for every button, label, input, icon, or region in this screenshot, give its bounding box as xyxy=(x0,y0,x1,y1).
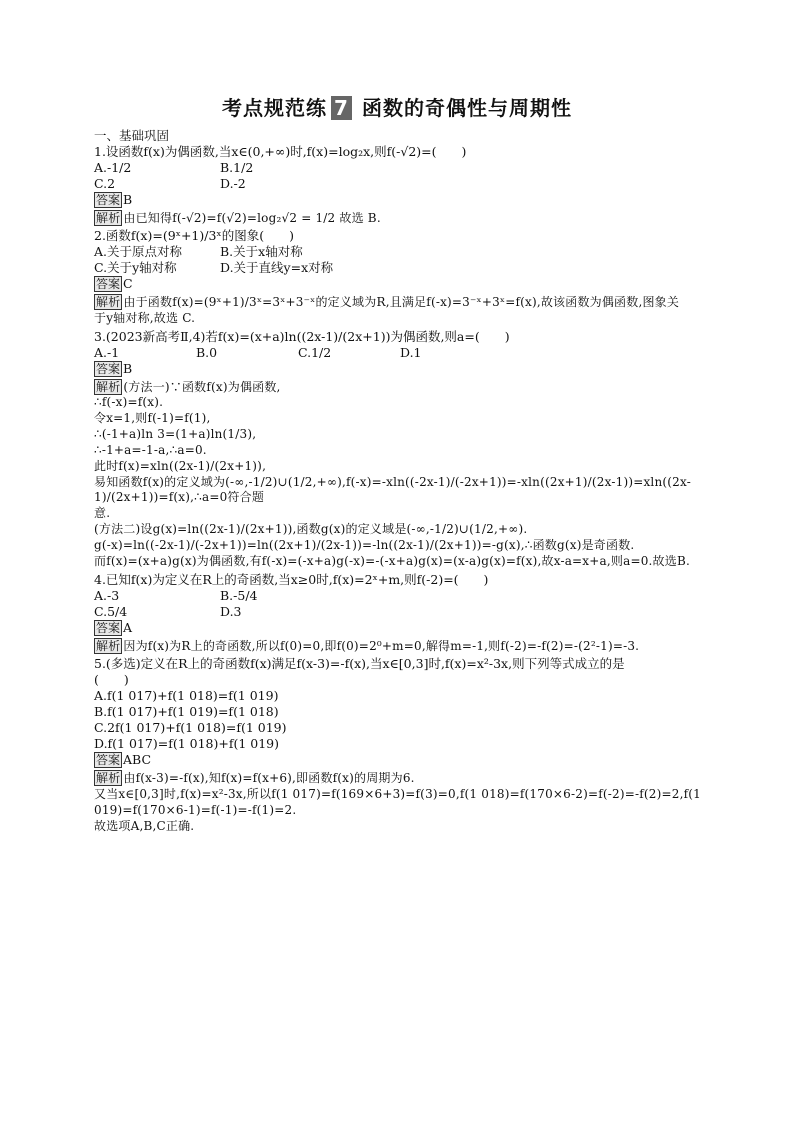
q1-options-row-2 xyxy=(94,176,704,192)
q4-answer-value: A xyxy=(123,619,133,635)
q3-analysis-line-9: (方法二)设g(x)=ln((2x-1)/(2x+1)),函数g(x)的定义域是(-∞,-1/2)∪(1/2,+∞). xyxy=(94,521,528,536)
q2-analysis-text-1: 由于函数f(x)=(9ˣ+1)/3ˣ=3ˣ+3⁻ˣ的定义域为R,且满足f(-x)=3⁻ˣ+3ˣ=f(x),故该函数为偶函数,图象关 xyxy=(123,295,680,310)
q3-analysis-line-10: g(-x)=ln((-2x-1)/(-2x+1))=ln((2x+1)/(2x-1))=-ln((2x-1)/(2x+1))=-g(x),∴函数g(x)是奇函数. xyxy=(94,537,635,552)
analysis-tag: 解析 xyxy=(96,379,121,394)
title-number-badge: 7 xyxy=(331,96,352,120)
title-left: 考点规范练 xyxy=(222,96,328,120)
q2-stem: 2.函数f(x)=(9ˣ+1)/3ˣ的图象( ) xyxy=(94,228,294,244)
q4-option-c: C.5/4 xyxy=(94,603,128,619)
q5-analysis xyxy=(94,770,704,786)
q5-option-a: A.f(1 017)+f(1 018)=f(1 019) xyxy=(94,688,279,704)
q2-analysis-line-2: 于y轴对称,故选 C. xyxy=(94,310,196,325)
q5-analysis-line-4: 故选项A,B,C正确. xyxy=(94,818,195,833)
q3-analysis xyxy=(94,379,704,395)
q3-option-c: C.1/2 xyxy=(298,344,332,360)
q3-analysis-line-7: 易知函数f(x)的定义域为(-∞,-1/2)∪(1/2,+∞),f(-x)=-xln((-2x-1)/(-2x+1))=-xln((2x+1)/(2x-1))=xln((2x-1)/(2x+1))=f(x),∴a=0符合题 xyxy=(94,475,692,505)
q1-answer xyxy=(94,192,704,208)
answer-tag: 答案 xyxy=(96,193,121,207)
q1-option-d: D.-2 xyxy=(220,176,246,191)
q3-options-row xyxy=(94,345,704,361)
q4-stem: 4.已知f(x)为定义在R上的奇函数,当x≥0时,f(x)=2ˣ+m,则f(-2)=( ) xyxy=(94,571,489,587)
q3-option-d: D.1 xyxy=(400,344,422,360)
q3-answer-value: B xyxy=(123,360,133,376)
q2-option-c: C.关于y轴对称 xyxy=(94,260,177,276)
q5-analysis-line-1: 由f(x-3)=-f(x),知f(x)=f(x+6),即函数f(x)的周期为6. xyxy=(123,771,415,786)
q4-answer xyxy=(94,620,704,636)
q1-analysis xyxy=(94,210,704,226)
q1-answer-value: B xyxy=(123,192,133,207)
content xyxy=(94,128,704,835)
q1-options-row-1 xyxy=(94,160,704,176)
q3-analysis-line-5: ∴-1+a=-1-a,∴a=0. xyxy=(94,443,207,458)
q5-option-b: B.f(1 017)+f(1 019)=f(1 018) xyxy=(94,704,279,720)
q2-answer-value: C xyxy=(123,276,133,292)
q3-stem: 3.(2023新高考Ⅱ,4)若f(x)=(x+a)ln((2x-1)/(2x+1))为偶函数,则a=( ) xyxy=(94,328,510,344)
q5-stem: 5.(多选)定义在R上的奇函数f(x)满足f(x-3)=-f(x),当x∈[0,3]时,f(x)=x²-3x,则下列等式成立的是 xyxy=(94,656,625,672)
q5-analysis-line-2: 又当x∈[0,3]时,f(x)=x²-3x,所以f(1 017)=f(169×6+3)=f(3)=0,f(1 018)=f(170×6-2)=f(-2)=-f(2)=2,f(1 xyxy=(94,786,701,801)
analysis-tag: 解析 xyxy=(96,211,121,225)
q2-answer xyxy=(94,276,704,292)
q5-answer-value: ABC xyxy=(123,752,152,768)
q3-analysis-line-3: 令x=1,则f(-1)=f(1), xyxy=(94,411,211,426)
q1-analysis-text: 由已知得f(-√2)=f(√2)=log₂√2 = 1/2 故选 B. xyxy=(123,211,381,225)
answer-tag: 答案 xyxy=(96,277,121,292)
q2-options-row-2 xyxy=(94,260,704,276)
q3-answer xyxy=(94,361,704,377)
q3-analysis-line-8: 意. xyxy=(94,505,111,520)
page-title xyxy=(0,96,794,122)
q1-stem: 1.设函数f(x)为偶函数,当x∈(0,+∞)时,f(x)=log₂x,则f(-√2)=( ) xyxy=(94,144,467,159)
q4-option-b: B.-5/4 xyxy=(220,587,258,603)
q3-option-a: A.-1 xyxy=(94,344,120,360)
q3-analysis-line-2: ∴f(-x)=f(x). xyxy=(94,395,164,410)
q2-analysis xyxy=(94,294,704,310)
analysis-tag: 解析 xyxy=(96,771,121,786)
q3-option-b: B.0 xyxy=(196,344,218,360)
q2-option-d: D.关于直线y=x对称 xyxy=(220,260,334,276)
q1-option-a: A.-1/2 xyxy=(94,160,132,175)
q4-analysis-text: 因为f(x)为R上的奇函数,所以f(0)=0,即f(0)=2⁰+m=0,解得m=-1,则f(-2)=-f(2)=-(2²-1)=-3. xyxy=(123,638,640,653)
q4-option-d: D.3 xyxy=(220,603,242,619)
q3-analysis-line-6: 此时f(x)=xln((2x-1)/(2x+1)), xyxy=(94,459,267,474)
analysis-tag: 解析 xyxy=(96,295,121,310)
answer-tag: 答案 xyxy=(96,361,121,376)
q5-answer xyxy=(94,752,704,768)
analysis-tag: 解析 xyxy=(96,638,121,653)
q3-analysis-line-4: ∴(-1+a)ln 3=(1+a)ln(1/3), xyxy=(94,427,257,442)
answer-tag: 答案 xyxy=(96,620,121,635)
q2-option-a: A.关于原点对称 xyxy=(94,244,183,260)
q3-analysis-line-11: 而f(x)=(x+a)g(x)为偶函数,有f(-x)=(-x+a)g(-x)=-(-x+a)g(x)=(x-a)g(x)=f(x),故x-a=x+a,则a=0.故选B. xyxy=(94,553,690,568)
q5-analysis-line-3: 019)=f(170×6-1)=f(-1)=-f(1)=2. xyxy=(94,802,297,817)
q3-analysis-line-1: (方法一)∵函数f(x)为偶函数, xyxy=(123,379,281,394)
q5-option-d: D.f(1 017)=f(1 018)+f(1 019) xyxy=(94,736,279,752)
q1-option-c: C.2 xyxy=(94,176,116,191)
q5-stem-paren: ( ) xyxy=(94,672,129,688)
title-right: 函数的奇偶性与周期性 xyxy=(361,96,572,120)
q4-options-row-1 xyxy=(94,588,704,604)
q4-analysis xyxy=(94,638,704,654)
section-heading: 一、基础巩固 xyxy=(94,128,170,143)
answer-tag: 答案 xyxy=(96,753,121,768)
q2-option-b: B.关于x轴对称 xyxy=(220,244,303,260)
q1-option-b: B.1/2 xyxy=(220,160,254,175)
q4-option-a: A.-3 xyxy=(94,587,120,603)
q5-option-c: C.2f(1 017)+f(1 018)=f(1 019) xyxy=(94,720,287,736)
q2-options-row-1 xyxy=(94,244,704,260)
q4-options-row-2 xyxy=(94,604,704,620)
